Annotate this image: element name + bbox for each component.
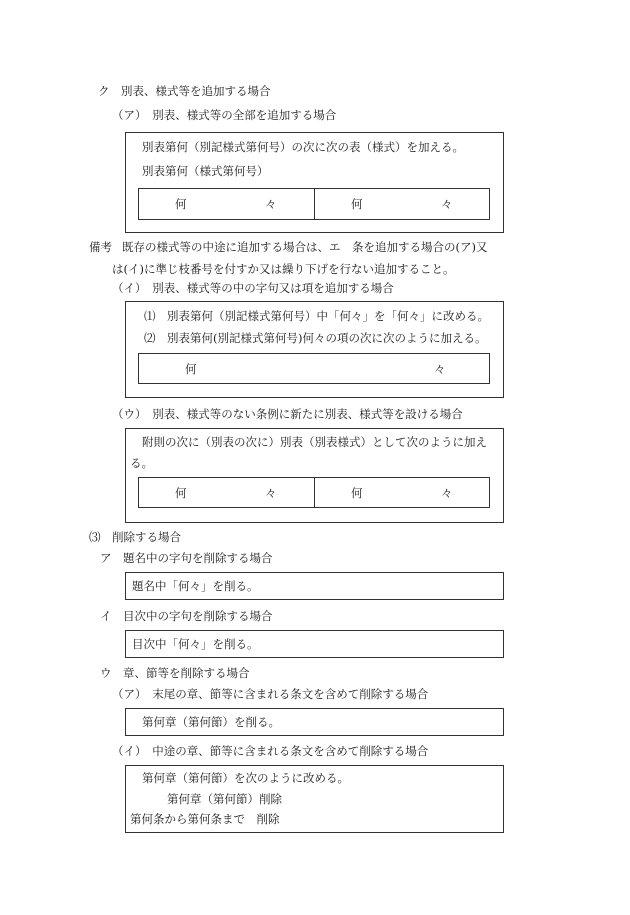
note-label: 備考 <box>89 240 112 254</box>
example-line: 第何章（第何節）を削る。 <box>142 715 280 729</box>
table-cell: 々 <box>441 486 453 500</box>
example-line: る。 <box>130 456 153 470</box>
example-line: 第何章（第何節）削除 <box>167 792 282 806</box>
subsection-a-heading: （ア） 別表、様式等の全部を追加する場合 <box>112 108 337 122</box>
table-cell: 々 <box>265 197 277 211</box>
example-box-delete-last-chapter <box>125 708 504 736</box>
example-line: 別表第何（様式第何号） <box>142 164 269 178</box>
example-line: 第何章（第何節）を次のように改める。 <box>142 771 349 785</box>
subsection-u-a-heading: （ア） 末尾の章、節等に含まれる条文を含めて削除する場合 <box>112 687 429 701</box>
table-cell: 何 <box>175 486 187 500</box>
subsection-i-heading: イ 目次中の字句を削除する場合 <box>100 609 273 623</box>
table-cell: 何 <box>351 197 363 211</box>
example-line: ⑴ 別表第何（別記様式第何号）中「何々」を「何々」に改める。 <box>144 309 489 323</box>
table-cell: 々 <box>265 486 277 500</box>
example-table <box>138 353 490 384</box>
subsection-u-i-heading: （イ） 中途の章、節等に含まれる条文を含めて削除する場合 <box>112 744 429 758</box>
example-line: 題名中「何々」を削る。 <box>132 579 259 593</box>
subsection-u-heading: （ウ） 別表、様式等のない条例に新たに別表、様式等を設ける場合 <box>112 407 463 421</box>
example-line: 附則の次に（別表の次に）別表（別表様式）として次のように加え <box>142 435 487 449</box>
example-table <box>138 477 490 508</box>
section-3-heading: ⑶ 削除する場合 <box>89 530 181 544</box>
note-line: は(イ)に準じ枝番号を付すか又は繰り下げを行ない追加すること。 <box>112 262 455 276</box>
table-divider <box>314 478 315 507</box>
example-table <box>138 188 490 220</box>
subsection-i-heading: （イ） 別表、様式等の中の字句又は項を追加する場合 <box>112 281 394 295</box>
table-cell: 々 <box>434 362 446 376</box>
example-line: 別表第何（別記様式第何号）の次に次の表（様式）を加える。 <box>142 140 464 154</box>
example-box-add-phrase <box>125 301 504 398</box>
example-line: 目次中「何々」を削る。 <box>132 637 259 651</box>
example-box-delete-toc <box>125 630 504 658</box>
section-ku-heading: ク 別表、様式等を追加する場合 <box>98 84 271 98</box>
example-box-delete-mid-chapter <box>125 765 504 833</box>
example-line: ⑵ 別表第何(別記様式第何号)何々の項の次に次のように加える。 <box>144 331 487 345</box>
example-line: 第何条から第何条まで 削除 <box>130 812 280 826</box>
subsection-u-heading: ウ 章、節等を削除する場合 <box>100 666 250 680</box>
example-box-add-all <box>125 132 504 233</box>
table-divider <box>314 189 315 219</box>
subsection-a-heading: ア 題名中の字句を削除する場合 <box>100 551 273 565</box>
table-cell: 何 <box>185 362 197 376</box>
example-box-new-table <box>125 428 504 523</box>
example-box-delete-title <box>125 572 504 600</box>
table-cell: 何 <box>351 486 363 500</box>
table-cell: 何 <box>175 197 187 211</box>
note-line: 既存の様式等の中途に追加する場合は、エ 条を追加する場合の(ア)又 <box>122 240 488 254</box>
table-cell: 々 <box>441 197 453 211</box>
